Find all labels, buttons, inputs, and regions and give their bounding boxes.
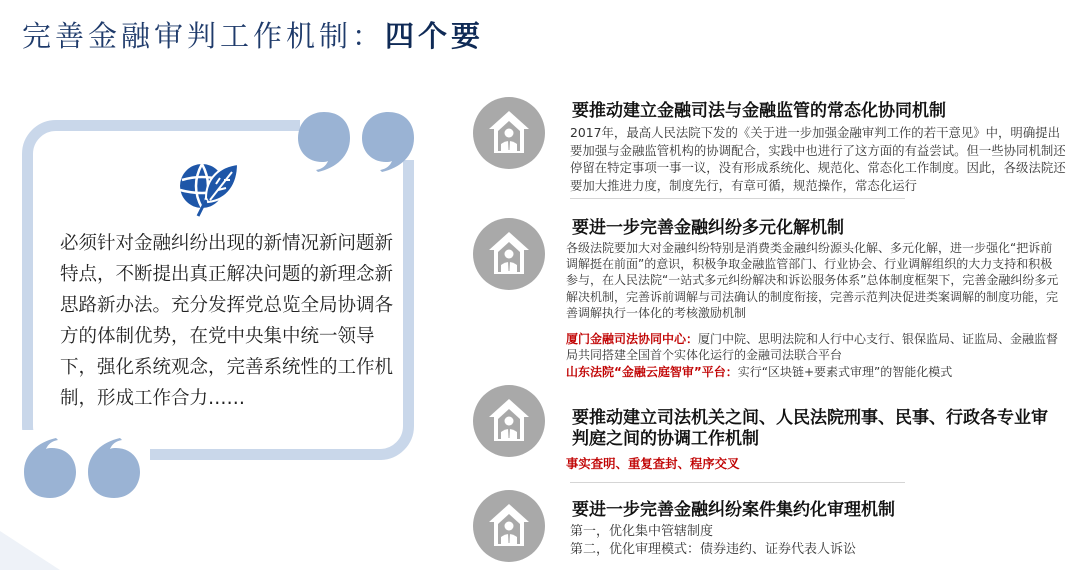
item-2-example-1 bbox=[566, 331, 1063, 363]
quote-text: 必须针对金融纠纷出现的新情况新问题新特点，不断提出真正解决问题的新理念新思路新办法。充分发挥党总览全局协调各方的体制优势，在党中央集中统一领导下，强化系统观念，完善系统性的工作机制，形成工作合力…… bbox=[60, 233, 394, 409]
divider bbox=[570, 198, 905, 199]
quote-open-icon bbox=[296, 110, 418, 172]
item-4-heading: 要进一步完善金融纠纷案件集约化审理机制 bbox=[572, 500, 895, 520]
example-2-label: 山东法院“金融云庭智审”平台： bbox=[566, 365, 738, 379]
example-1-text: 厦门中院、思明法院和人行中心支行、银保监局、证监局、金融监督局共同搭建全国首个实体化运行的金融司法联合平台 bbox=[566, 332, 1059, 363]
corner-decoration bbox=[0, 505, 60, 570]
item-2-heading: 要进一步完善金融纠纷多元化解机制 bbox=[572, 218, 844, 238]
title-main: 完善金融审判工作机制： bbox=[22, 19, 386, 53]
divider bbox=[570, 482, 905, 483]
item-2-example-2 bbox=[566, 364, 1063, 380]
item-4-line-2: 第二，优化审理模式：债券违约、证券代表人诉讼 bbox=[570, 542, 857, 557]
example-2-text: 实行“区块链+要素式审理”的智能化模式 bbox=[737, 365, 953, 379]
house-person-icon bbox=[473, 385, 545, 457]
item-1-heading: 要推动建立金融司法与金融监管的常态化协同机制 bbox=[572, 101, 946, 121]
house-person-icon bbox=[473, 97, 545, 169]
page-title bbox=[22, 14, 484, 55]
house-person-icon bbox=[473, 490, 545, 562]
quote-close-icon bbox=[20, 438, 142, 500]
item-1-body: 2017年，最高人民法院下发的《关于进一步加强金融审判工作的若干意见》中，明确提出要加强与金融监管机构的协调配合，实践中也进行了这方面的有益尝试。但一些协同机制还停留在特定事项一事一议，没有形成系统化、规范化、常态化工作制度。因此，各级法院还要加大推进力度，制度先行，有章可循，规范操作，常态化运行 bbox=[570, 125, 1066, 193]
item-3-heading-line-2: 判庭之间的协调工作机制 bbox=[572, 429, 759, 449]
item-3-heading-line-1: 要推动建立司法机关之间、人民法院刑事、民事、行政各专业审 bbox=[572, 408, 1048, 428]
title-bold: 四个要 bbox=[385, 19, 485, 53]
item-4-line-1: 第一，优化集中管辖制度 bbox=[570, 524, 714, 539]
item-2-body: 各级法院要加大对金融纠纷特别是消费类金融纠纷源头化解、多元化解，进一步强化“把诉前调解挺在前面”的意识，积极争取金融监管部门、行业协会、行业调解组织的大力支持和积极参与，在人民法院“一站式多元纠纷解决和诉讼服务体系”总体制度框架下，完善金融纠纷多元解决机制，完善诉前调解与司法确认的制度衔接，完善示范判决促进类案调解的制度功能，完善调解执行一体化的考核激励机制 bbox=[566, 241, 1059, 320]
example-1-label: 厦门金融司法协同中心： bbox=[566, 332, 699, 346]
leaf-globe-icon bbox=[176, 158, 240, 224]
house-person-icon bbox=[473, 218, 545, 290]
item-3-keywords: 事实查明、重复查封、程序交叉 bbox=[566, 456, 740, 471]
